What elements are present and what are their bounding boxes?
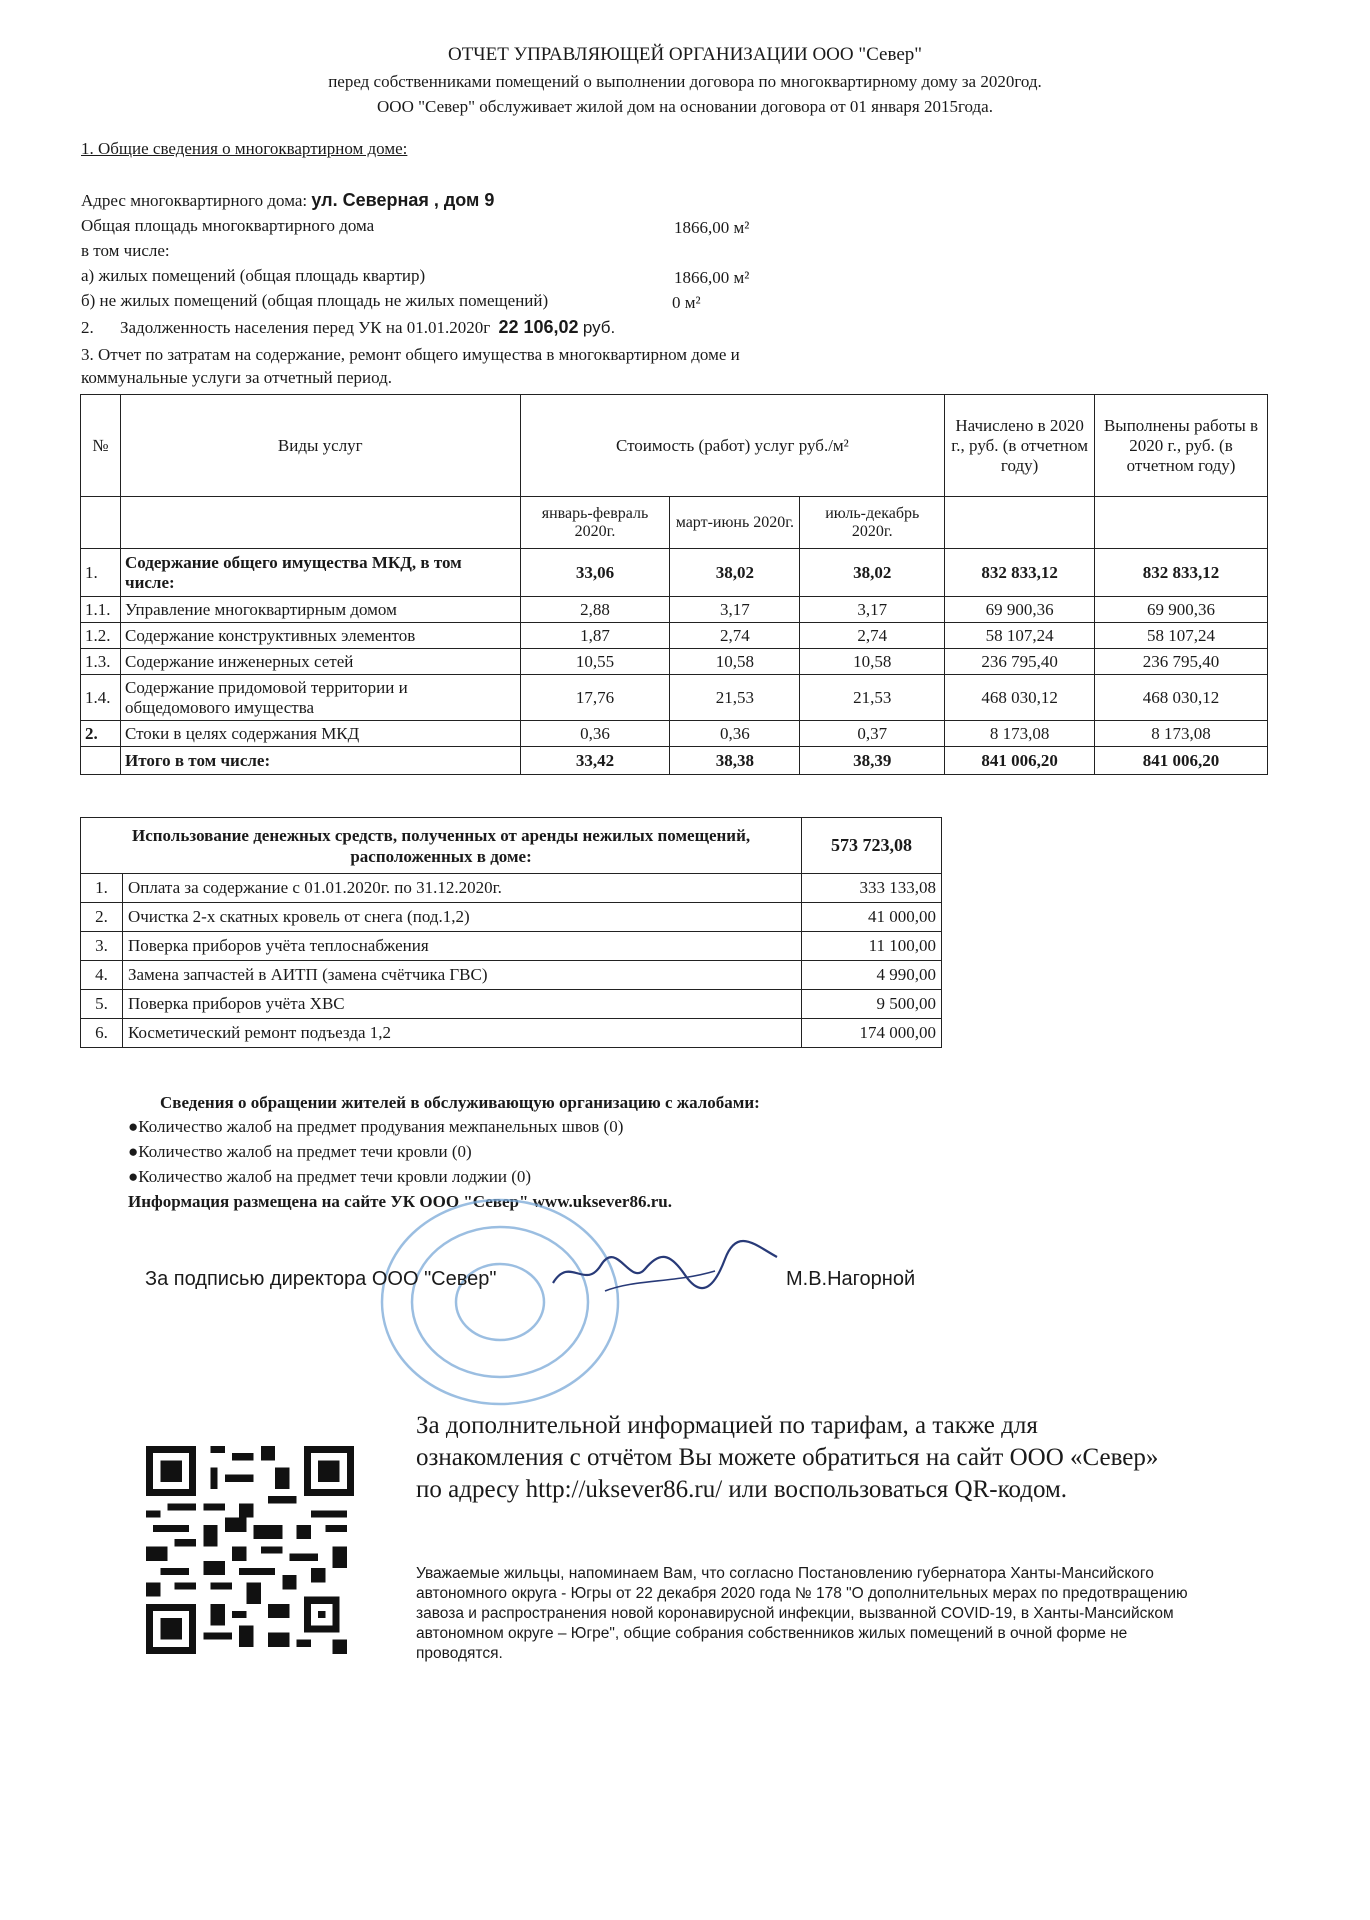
section3-line1: 3. Отчет по затратам на содержание, ремонт общего имущества в многоквартирном доме и [81,345,740,364]
row-accrued: 69 900,36 [945,597,1095,623]
debt-line [81,316,615,339]
rent-total: 573 723,08 [802,818,942,874]
row-accrued: 832 833,12 [945,549,1095,597]
rent-row-name: Косметический ремонт подъезда 1,2 [122,1019,801,1048]
row-p3: 38,02 [800,549,945,597]
row-p1: 33,06 [520,549,670,597]
row-done: 468 030,12 [1095,675,1268,721]
covid-notice: Уважаемые жильцы, напоминаем Вам, что согласно Постановлению губернатора Ханты-Мансийского автономного округа - Югры от 22 декабря 2020 года № 178 "О дополнительных мерах по предотвращению завоза и распространения новой коронавирусной инфекции, вызванной COVID-19, в Ханты-Мансийском автономном округе – Югре", общие собрания собственников жилых помещений в очной форме не проводятся. [416,1565,1188,1662]
organization-stamp [370,1190,630,1420]
row-num: 1.1. [81,597,121,623]
row-p2: 0,36 [670,721,800,747]
rent-header: Использование денежных средств, полученных от аренды нежилых помещений, расположенных в доме: [81,818,802,874]
row-p2: 2,74 [670,623,800,649]
total-area-value: 1866,00 м² [674,218,750,237]
complaint-item: ●Количество жалоб на предмет течи кровли лоджии (0) [128,1167,532,1186]
row-num: 1.3. [81,649,121,675]
complaint-item: ●Количество жалоб на предмет продувания межпанельных швов (0) [128,1117,624,1136]
total-row [81,747,1268,775]
header-done: Выполнены работы в 2020 г., руб. (в отчетном году) [1095,395,1268,497]
row-accrued: 468 030,12 [945,675,1095,721]
header-period-2: март-июнь 2020г. [670,497,800,549]
table-row [81,597,1268,623]
debt-value: 22 106,02 [498,317,579,337]
rent-table [80,817,942,1048]
complaints-heading: Сведения о обращении жителей в обслуживающую организацию с жалобами: [160,1093,760,1112]
table-row [81,874,942,903]
debt-number: 2. [81,318,94,337]
row-p1: 2,88 [520,597,670,623]
row-p3: 21,53 [800,675,945,721]
row-accrued: 58 107,24 [945,623,1095,649]
row-name: Управление многоквартирным домом [120,597,520,623]
row-p2: 10,58 [670,649,800,675]
header-service: Виды услуг [120,395,520,497]
row-num: 1.2. [81,623,121,649]
including-label: в том числе: [81,241,170,260]
row-done: 236 795,40 [1095,649,1268,675]
row-p3: 10,58 [800,649,945,675]
debt-label: Задолженность населения перед УК на 01.01.2020г [120,318,491,337]
rent-row-value: 9 500,00 [802,990,942,1019]
signature-label: За подписью директора ООО "Север" [145,1268,497,1290]
table-row [81,932,942,961]
row-name: Содержание конструктивных элементов [120,623,520,649]
row-p2: 21,53 [670,675,800,721]
nonliving-area-value: 0 м² [672,293,701,312]
rent-row-value: 41 000,00 [802,903,942,932]
table-row [81,675,1268,721]
row-accrued: 236 795,40 [945,649,1095,675]
table-row [81,961,942,990]
rent-row-num: 6. [81,1019,123,1048]
row-p2: 3,17 [670,597,800,623]
address-value: ул. Северная , дом 9 [311,190,495,210]
rent-row-num: 2. [81,903,123,932]
row-name: Стоки в целях содержания МКД [120,721,520,747]
rent-row-value: 174 000,00 [802,1019,942,1048]
row-p1: 1,87 [520,623,670,649]
rent-row-name: Очистка 2-х скатных кровель от снега (под.1,2) [122,903,801,932]
table-row [81,623,1268,649]
report-subtitle: перед собственниками помещений о выполнении договора по многоквартирному дому за 2020год. [328,72,1042,91]
row-accrued: 8 173,08 [945,721,1095,747]
rent-row-name: Поверка приборов учёта ХВС [122,990,801,1019]
row-accrued: 841 006,20 [945,747,1095,775]
rent-row-value: 11 100,00 [802,932,942,961]
director-name: М.В.Нагорной [786,1268,916,1290]
table-row [81,990,942,1019]
debt-unit: руб. [582,318,616,337]
row-done: 8 173,08 [1095,721,1268,747]
row-done: 58 107,24 [1095,623,1268,649]
services-table [80,394,1268,775]
rent-row-num: 4. [81,961,123,990]
rent-row-name: Замена запчастей в АИТП (замена счётчика ГВС) [122,961,801,990]
row-num [81,747,121,775]
rent-row-name: Оплата за содержание с 01.01.2020г. по 31.12.2020г. [122,874,801,903]
contract-line: ООО "Север" обслуживает жилой дом на основании договора от 01 января 2015года. [377,97,993,116]
row-done: 832 833,12 [1095,549,1268,597]
row-done: 841 006,20 [1095,747,1268,775]
header-accrued: Начислено в 2020 г., руб. (в отчетном году) [945,395,1095,497]
row-num: 2. [81,721,121,747]
header-cost: Стоимость (работ) услуг руб./м² [520,395,945,497]
row-p1: 33,42 [520,747,670,775]
row-p3: 38,39 [800,747,945,775]
info-text: За дополнительной информацией по тарифам, а также для ознакомления с отчётом Вы можете обратиться на сайт ООО «Север» по адресу http://uksever86.ru/ или воспользоваться QR-кодом. [416,1412,1159,1503]
rent-row-num: 5. [81,990,123,1019]
total-area-label: Общая площадь многоквартирного дома [81,216,375,235]
header-period-1: январь-февраль 2020г. [520,497,670,549]
header-period-3: июль-декабрь 2020г. [800,497,945,549]
address-label: Адрес многоквартирного дома: [81,191,308,210]
row-num: 1. [81,549,121,597]
rent-row-value: 333 133,08 [802,874,942,903]
rent-row-name: Поверка приборов учёта теплоснабжения [122,932,801,961]
row-p2: 38,38 [670,747,800,775]
row-p2: 38,02 [670,549,800,597]
address-line [81,189,494,212]
row-name: Содержание общего имущества МКД, в том числе: [120,549,520,597]
table-row [81,1019,942,1048]
table-row [81,649,1268,675]
qr-code-icon [146,1446,354,1654]
table-row [81,903,942,932]
row-p1: 10,55 [520,649,670,675]
row-name: Содержание инженерных сетей [120,649,520,675]
row-name: Итого в том числе: [120,747,520,775]
header-num: № [81,395,121,497]
row-p3: 0,37 [800,721,945,747]
table-row [81,549,1268,597]
section3-line2: коммунальные услуги за отчетный период. [81,368,393,387]
row-p1: 17,76 [520,675,670,721]
complaint-item: ●Количество жалоб на предмет течи кровли (0) [128,1142,472,1161]
row-p3: 3,17 [800,597,945,623]
rent-row-num: 3. [81,932,123,961]
site-info: Информация размещена на сайте УК ООО "Север" www.uksever86.ru. [128,1192,672,1211]
rent-row-num: 1. [81,874,123,903]
signature-mark [545,1235,785,1305]
nonliving-area-label: б) не жилых помещений (общая площадь не жилых помещений) [81,291,549,310]
row-p3: 2,74 [800,623,945,649]
section1-heading: 1. Общие сведения о многоквартирном доме: [81,139,408,158]
living-area-value: 1866,00 м² [674,268,750,287]
row-done: 69 900,36 [1095,597,1268,623]
living-area-label: а) жилых помещений (общая площадь квартир) [81,266,426,285]
report-title: ОТЧЕТ УПРАВЛЯЮЩЕЙ ОРГАНИЗАЦИИ ООО "Север" [447,44,923,65]
row-p1: 0,36 [520,721,670,747]
row-num: 1.4. [81,675,121,721]
table-row [81,721,1268,747]
rent-row-value: 4 990,00 [802,961,942,990]
row-name: Содержание придомовой территории и общедомового имущества [120,675,520,721]
